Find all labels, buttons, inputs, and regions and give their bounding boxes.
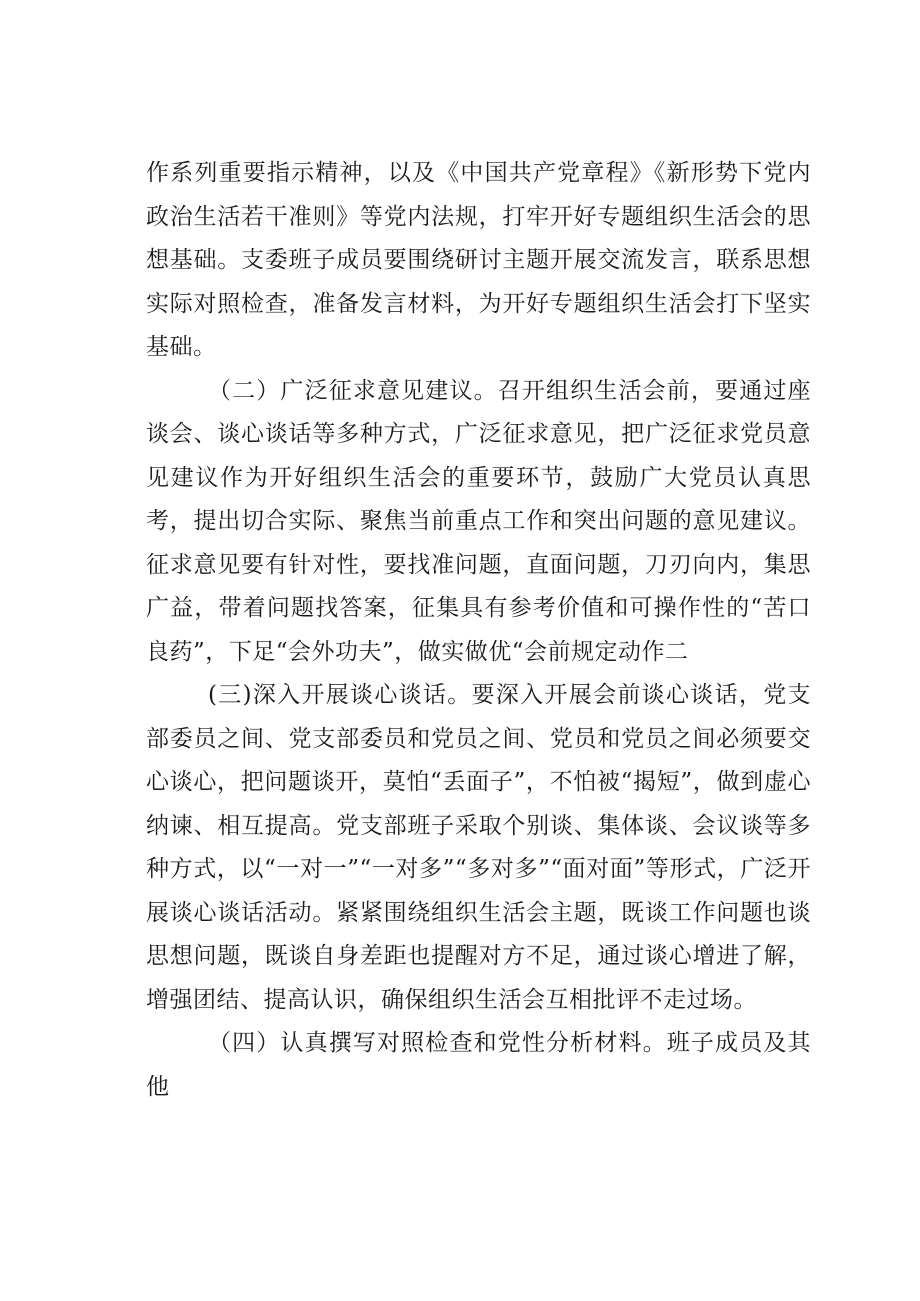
paragraph-section-4: （四）认真撰写对照检查和党性分析材料。班子成员及其他 xyxy=(146,1030,811,1100)
document-body xyxy=(146,152,811,1109)
paragraph-continuation: 作系列重要指示精神，以及《中国共产党章程》《新形势下党内政治生活若干准则》等党内法规，打牢开好专题组织生活会的思想基础。支委班子成员要围绕研讨主题开展交流发言，联系思想实际对照检查，准备发言材料，为开好专题组织生活会打下坚实基础。 xyxy=(146,160,811,360)
paragraph-section-3: (三)深入开展谈心谈话。要深入开展会前谈心谈话，党支部委员之间、党支部委员和党员之间、党员和党员之间必须要交心谈心，把问题谈开，莫怕“丢面子”，不怕被“揭短”，做到虚心纳谏、相互提高。党支部班子采取个别谈、集体谈、会议谈等多种方式，以“一对一”“一对多”“多对多”“面对面”等形式，广泛开展谈心谈话活动。紧紧围绕组织生活会主题，既谈工作问题也谈思想问题，既谈自身差距也提醒对方不足，通过谈心增进了解，增强团结、提高认识，确保组织生活会互相批评不走过场。 xyxy=(146,682,811,1013)
paragraph-section-2: （二）广泛征求意见建议。召开组织生活会前，要通过座谈会、谈心谈话等多种方式，广泛征求意见，把广泛征求党员意见建议作为开好组织生活会的重要环节，鼓励广大党员认真思考，提出切合实际、聚焦当前重点工作和突出问题的意见建议。征求意见要有针对性，要找准问题，直面问题，刀刃向内，集思广益，带着问题找答案，征集具有参考价值和可操作性的“苦口良药”，下足“会外功夫”，做实做优“会前规定动作二 xyxy=(146,377,811,665)
